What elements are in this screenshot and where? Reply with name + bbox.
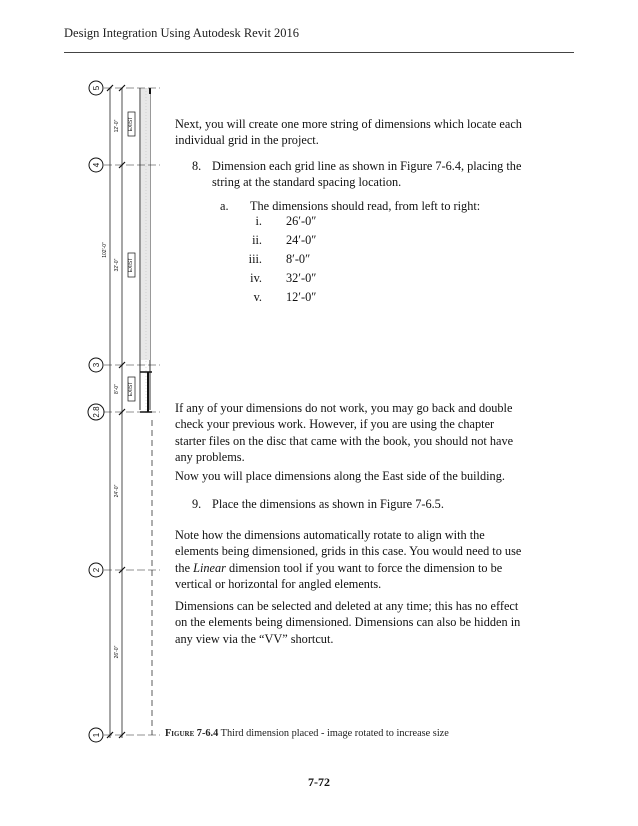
dim-text-24: 24'-0" [114,484,120,498]
step-8-number: 8. [192,159,202,173]
step-9-text: Place the dimensions as shown in Figure 7-6.5. [212,497,444,511]
substep-a [220,198,520,214]
dimension-item-number: v. [253,290,262,304]
exist-tag-3: EXIST [128,381,134,397]
note-emphasis: Linear [193,560,226,575]
dimension-item-value: 26′-0″ [286,214,317,228]
step-8 [192,158,532,192]
grid-label-5: 5 [92,85,101,91]
dimension-item-value: 12′-0″ [286,290,317,304]
grid-label-2-8: 2.8 [92,406,101,418]
dimension-texts [102,119,120,658]
figure-caption [165,728,449,739]
note-paragraph [175,527,527,592]
dim-text-26: 26'-0" [114,645,120,659]
step-9-number: 9. [192,497,202,511]
dimension-item-value: 24′-0″ [286,233,317,247]
step-8-text: Dimension each grid line as shown in Figure 7-6.4, placing the string at the standard spacing location. [212,159,522,190]
running-header: Design Integration Using Autodesk Revit 2016 [64,26,300,40]
wall-hatch [141,88,150,360]
note-text-start: Note how the dimensions automatically rotate to align with the elements being dimensioned, grids in this case. You would need to use the [175,528,522,575]
grid-bubbles [88,81,104,742]
exist-tag-2: EXIST [128,257,134,273]
intro-paragraph: Next, you will create one more string of dimensions which locate each individual grid in the project. [175,117,522,148]
dim-text-32: 32'-0" [114,258,120,272]
page-number: 7-72 [308,775,330,789]
dimension-item-number: i. [255,214,262,228]
substep-a-label: a. [220,199,229,213]
exist-tag-1: EXIST [128,116,134,132]
dimension-item-value: 32′-0″ [286,271,317,285]
dimension-item-value: 8′-0″ [286,252,311,266]
errors-paragraph: If any of your dimensions do not work, you may go back and double check your previous work. However, if you are using the chapter starter files on the disc that came with the book, you should not have any problems. [175,401,514,464]
grid-label-2: 2 [92,567,101,573]
east-side-paragraph: Now you will place dimensions along the East side of the building. [175,469,505,483]
figure-drawing [0,0,180,760]
grid-label-1: 1 [92,732,101,738]
delete-paragraph: Dimensions can be selected and deleted at any time; this has no effect on the elements being dimensioned. Dimensions can also be hidden in any view via the “VV” shortcut. [175,599,521,646]
dim-text-8: 8'-0" [114,384,120,394]
figure-label: Figure 7-6.4 [165,728,219,739]
figure-caption-text: Third dimension placed - image rotated to increase size [220,728,449,739]
grid-label-4: 4 [92,162,101,168]
grid-label-3: 3 [92,362,101,368]
note-text-end: dimension tool if you want to force the dimension to be vertical or horizontal for angled elements. [175,560,503,591]
dimension-item-number: iv. [250,271,262,285]
dimension-item-number: iii. [248,252,262,266]
step-9 [192,496,532,514]
dimension-item-number: ii. [252,233,262,247]
dim-text-12: 12'-0" [114,119,120,133]
substep-a-text: The dimensions should read, from left to right: [250,199,481,213]
exist-tags [128,112,135,401]
dim-text-overall: 102'-0" [102,242,108,258]
